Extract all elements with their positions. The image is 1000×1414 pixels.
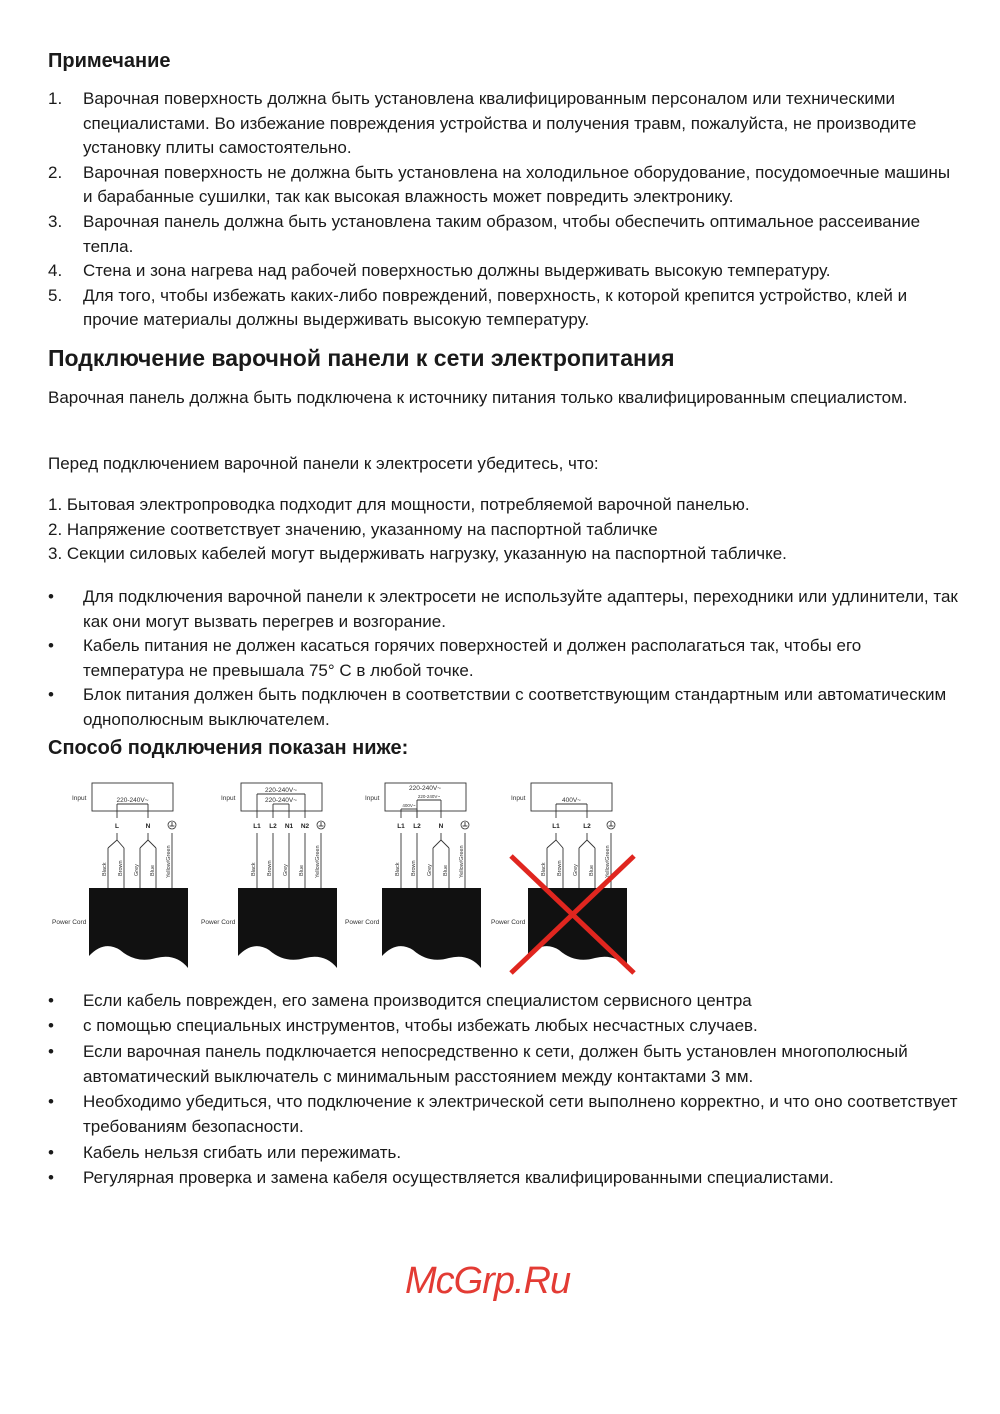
bullet-icon: • <box>48 1041 54 1061</box>
wire-line <box>108 840 117 848</box>
wire-label: Black <box>541 862 547 876</box>
list-item-text: Если кабель поврежден, его замена производится специалистом сервисного центра <box>83 991 752 1010</box>
wire-label: Black <box>251 862 257 876</box>
list-item: 3. Секции силовых кабелей могут выдерживать нагрузку, указанную на паспортной табличке. <box>48 544 787 564</box>
list-item-text: Для подключения варочной панели к электросети не используйте адаптеры, переходники или удлинители, так как они могут вызвать перегрев и возгорание. <box>83 587 958 631</box>
list-number: 1. <box>48 89 63 108</box>
voltage-label: 400V~ <box>562 797 581 804</box>
list-number: 4. <box>48 261 63 281</box>
list-item-text: Варочная панель должна быть установлена таким образом, чтобы обеспечить оптимальное рассеивание тепла. <box>83 211 921 256</box>
list-item <box>48 988 960 1013</box>
terminal-label: N2 <box>300 823 310 830</box>
wire-line <box>433 840 441 848</box>
terminal-label: L1 <box>552 823 560 830</box>
list-item <box>48 210 960 259</box>
wire-label: Grey <box>427 864 433 876</box>
list-item <box>48 1165 960 1190</box>
wire-label: Blue <box>589 864 595 876</box>
voltage-label: 400V~ <box>402 803 416 808</box>
list-item <box>48 585 960 634</box>
wire-line <box>140 840 148 848</box>
terminal-label: N1 <box>284 823 294 830</box>
list-item <box>48 1140 960 1165</box>
terminal-label: L2 <box>583 823 591 830</box>
wiring-diagram-svg <box>341 778 491 978</box>
input-label: Input <box>221 795 236 802</box>
list-item <box>48 87 960 161</box>
bullet-icon: • <box>48 1142 54 1162</box>
list-item-text: Стена и зона нагрева над рабочей поверхностью должны выдерживать высокую температуру. <box>83 261 831 281</box>
list-item-text: Для того, чтобы избежать каких-либо повреждений, поверхность, к которой крепится устройство, клей и прочие материалы должны выдерживать высокую температуру. <box>83 285 908 330</box>
terminal-label: L2 <box>269 823 277 830</box>
list-item <box>48 683 960 732</box>
wire-line <box>579 840 587 848</box>
power-cord-shape <box>89 888 188 968</box>
wire-label: Black <box>102 862 108 876</box>
wire-label: Yellow/Green <box>315 845 321 878</box>
intro-text: Варочная панель должна быть подключена к источнику питания только квалифицированным специалистом. <box>48 388 908 407</box>
bullet-icon: • <box>48 1092 54 1112</box>
wire-line <box>556 840 563 848</box>
list-item-text: Если варочная панель подключается непосредственно к сети, должен быть установлен многополюсный автоматический выключатель с минимальным расстоянием между контактами 3 мм. <box>83 1041 908 1086</box>
check-text: Перед подключением варочной панели к электросети убедитесь, что: <box>48 454 599 473</box>
voltage-label: 220-240V~ <box>409 785 441 792</box>
terminal-label: L1 <box>253 823 261 830</box>
wire-line <box>441 840 449 848</box>
wire-line <box>117 840 124 848</box>
bullet-list-2 <box>48 988 960 1190</box>
bullet-icon: • <box>48 1168 54 1188</box>
voltage-label: 220-240V~ <box>265 797 297 804</box>
watermark: McGrp.Ru <box>405 1260 571 1302</box>
method-title: Способ подключения показан ниже: <box>48 737 409 759</box>
bullet-icon: • <box>48 587 54 606</box>
list-item <box>48 1039 960 1090</box>
terminal-label: N <box>438 823 444 830</box>
list-item-text: Необходимо убедиться, что подключение к электрической сети выполнено корректно, и что оно соответствует требованиям безопасности. <box>83 1092 958 1137</box>
power-cord-shape <box>528 888 627 968</box>
terminal-label: N <box>145 823 151 830</box>
list-item <box>48 259 960 284</box>
wiring-diagram-svg <box>197 778 347 978</box>
list-item: 2. Напряжение соответствует значению, указанному на паспортной табличке <box>48 519 658 539</box>
wire-label: Grey <box>283 864 289 876</box>
list-item: 1. Бытовая электропроводка подходит для мощности, потребляемой варочной панелью. <box>48 495 750 514</box>
power-cord-shape <box>238 888 337 968</box>
power-cord-shape <box>382 888 481 968</box>
wiring-diagram-svg <box>487 778 637 978</box>
check-list <box>48 493 960 567</box>
wiring-diagram <box>487 778 637 978</box>
list-number: 2. <box>48 162 63 182</box>
list-item-text: Кабель нельзя сгибать или пережимать. <box>83 1142 402 1162</box>
terminal-label: L2 <box>413 823 421 830</box>
wire-label: Yellow/Green <box>605 845 611 878</box>
list-number: 5. <box>48 285 63 305</box>
list-item <box>48 161 960 210</box>
power-cord-label: Power Cord <box>345 919 380 926</box>
power-cord-label: Power Cord <box>201 919 236 926</box>
wire-label: Brown <box>411 860 417 876</box>
wire-label: Grey <box>573 864 579 876</box>
terminal-label: L <box>115 823 119 830</box>
note-list <box>48 87 960 333</box>
list-item-text: Варочная поверхность не должна быть установлена на холодильное оборудование, посудомоечные машины и барабанные сушилки, так как высокая влажность может повредить электронику. <box>83 162 951 207</box>
section-title: Подключение варочной панели к сети электропитания <box>48 345 675 371</box>
wire-label: Brown <box>267 860 273 876</box>
list-item <box>48 1089 960 1140</box>
wire-line <box>148 840 156 848</box>
wire-line <box>547 840 556 848</box>
wire-label: Yellow/Green <box>459 845 465 878</box>
list-item-text: Кабель питания не должен касаться горячих поверхностей и должен располагаться так, чтобы его температура не превышала 75° С в любой точке. <box>83 636 862 680</box>
terminal-label: L1 <box>397 823 405 830</box>
voltage-label: 220-240V~ <box>116 797 149 804</box>
input-label: Input <box>72 795 87 802</box>
voltage-label: 220-240V~ <box>265 787 297 794</box>
wiring-diagram <box>197 778 347 978</box>
wire-label: Black <box>395 862 401 876</box>
wire-label: Brown <box>557 860 563 876</box>
input-label: Input <box>511 795 526 802</box>
wiring-diagram-svg <box>48 778 198 978</box>
wire-label: Yellow/Green <box>166 845 172 878</box>
list-item-text: с помощью специальных инструментов, чтобы избежать любых несчастных случаев. <box>83 1016 758 1036</box>
wire-label: Blue <box>443 864 449 876</box>
note-title: Примечание <box>48 50 171 72</box>
voltage-label: 220-240V~ <box>417 794 441 799</box>
list-item <box>48 284 960 333</box>
wire-label: Blue <box>150 864 156 876</box>
bullet-icon: • <box>48 1016 54 1036</box>
bullet-list <box>48 585 960 733</box>
input-label: Input <box>365 795 380 802</box>
list-item-text: Блок питания должен быть подключен в соответствии с соответствующим стандартным или автоматическим однополюсным выключателем. <box>83 685 947 729</box>
wire-label: Grey <box>134 864 140 876</box>
wiring-diagram <box>341 778 491 978</box>
bullet-icon: • <box>48 685 54 705</box>
list-item-text: Регулярная проверка и замена кабеля осуществляется квалифицированными специалистами. <box>83 1168 834 1188</box>
wire-line <box>587 840 595 848</box>
bullet-icon: • <box>48 991 54 1010</box>
power-cord-label: Power Cord <box>491 919 526 926</box>
list-item <box>48 1013 960 1038</box>
wire-label: Brown <box>118 860 124 876</box>
wiring-diagram <box>48 778 198 978</box>
wire-label: Blue <box>299 864 305 876</box>
list-number: 3. <box>48 211 63 231</box>
list-item-text: Варочная поверхность должна быть установлена квалифицированным персоналом или техническими специалистами. Во избежание повреждения устройства и получения травм, пожалуйста, не производите установку плиты самостоятельно. <box>83 89 917 158</box>
power-cord-label: Power Cord <box>52 919 87 926</box>
list-item <box>48 634 960 683</box>
bullet-icon: • <box>48 636 54 656</box>
